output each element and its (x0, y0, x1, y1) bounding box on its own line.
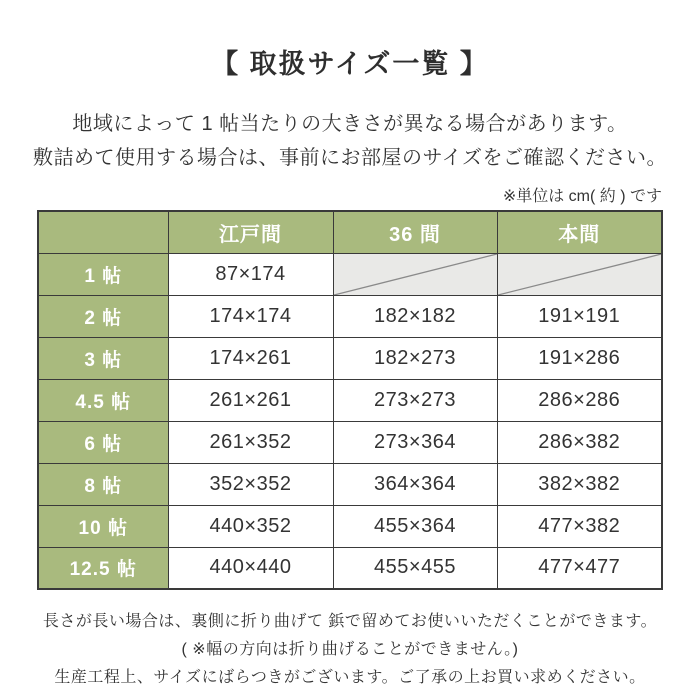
size-cell: 87×174 (168, 253, 333, 295)
row-label: 1 帖 (38, 253, 168, 295)
size-cell: 286×286 (497, 379, 662, 421)
footer-note-width-warning: ( ※幅の方向は折り曲げることができません。) (181, 641, 519, 658)
size-cell: 191×286 (497, 337, 662, 379)
not-available-cell (333, 253, 497, 295)
row-label: 8 帖 (38, 463, 168, 505)
table-row (38, 295, 662, 337)
diagonal-slash-icon (498, 254, 662, 295)
table-header-row (38, 211, 662, 253)
size-cell: 455×455 (333, 547, 497, 589)
size-cell: 440×352 (168, 505, 333, 547)
size-cell: 455×364 (333, 505, 497, 547)
table-row (38, 463, 662, 505)
row-label: 12.5 帖 (38, 547, 168, 589)
table-row (38, 379, 662, 421)
size-cell: 440×440 (168, 547, 333, 589)
page-title: 【 取扱サイズ一覧 】 (211, 49, 489, 79)
footer-notes (0, 608, 700, 692)
unit-note: ※単位は cm( 約 ) です (502, 188, 662, 205)
size-table (37, 210, 663, 590)
size-cell: 261×261 (168, 379, 333, 421)
size-cell: 182×182 (333, 295, 497, 337)
size-cell: 477×382 (497, 505, 662, 547)
table-row (38, 421, 662, 463)
size-cell: 261×352 (168, 421, 333, 463)
intro-text (0, 107, 700, 175)
row-label: 4.5 帖 (38, 379, 168, 421)
intro-line-region: 地域によって 1 帖当たりの大きさが異なる場合があります。 (72, 113, 628, 135)
size-cell: 382×382 (497, 463, 662, 505)
size-cell: 182×273 (333, 337, 497, 379)
size-cell: 477×477 (497, 547, 662, 589)
column-header-36ma: 36 間 (333, 211, 497, 253)
footer-note-size-variance: 生産工程上、サイズにばらつきがございます。ご了承の上お買い求めください。 (54, 669, 646, 686)
table-row (38, 547, 662, 589)
size-cell: 191×191 (497, 295, 662, 337)
column-header-edoma: 江戸間 (168, 211, 333, 253)
row-label: 3 帖 (38, 337, 168, 379)
size-cell: 352×352 (168, 463, 333, 505)
size-cell: 273×364 (333, 421, 497, 463)
size-cell: 286×382 (497, 421, 662, 463)
table-row (38, 505, 662, 547)
size-cell: 174×261 (168, 337, 333, 379)
row-label: 10 帖 (38, 505, 168, 547)
footer-note-fold: 長さが長い場合は、裏側に折り曲げて 鋲で留めてお使いいただくことができます。 (42, 613, 658, 630)
column-header-honma: 本間 (497, 211, 662, 253)
diagonal-slash-icon (334, 254, 497, 295)
row-label: 6 帖 (38, 421, 168, 463)
size-cell: 273×273 (333, 379, 497, 421)
not-available-cell (497, 253, 662, 295)
corner-cell (38, 211, 168, 253)
table-row (38, 337, 662, 379)
size-cell: 364×364 (333, 463, 497, 505)
size-cell: 174×174 (168, 295, 333, 337)
table-row (38, 253, 662, 295)
row-label: 2 帖 (38, 295, 168, 337)
intro-line-confirm: 敷詰めて使用する場合は、事前にお部屋のサイズをご確認ください。 (33, 147, 667, 169)
